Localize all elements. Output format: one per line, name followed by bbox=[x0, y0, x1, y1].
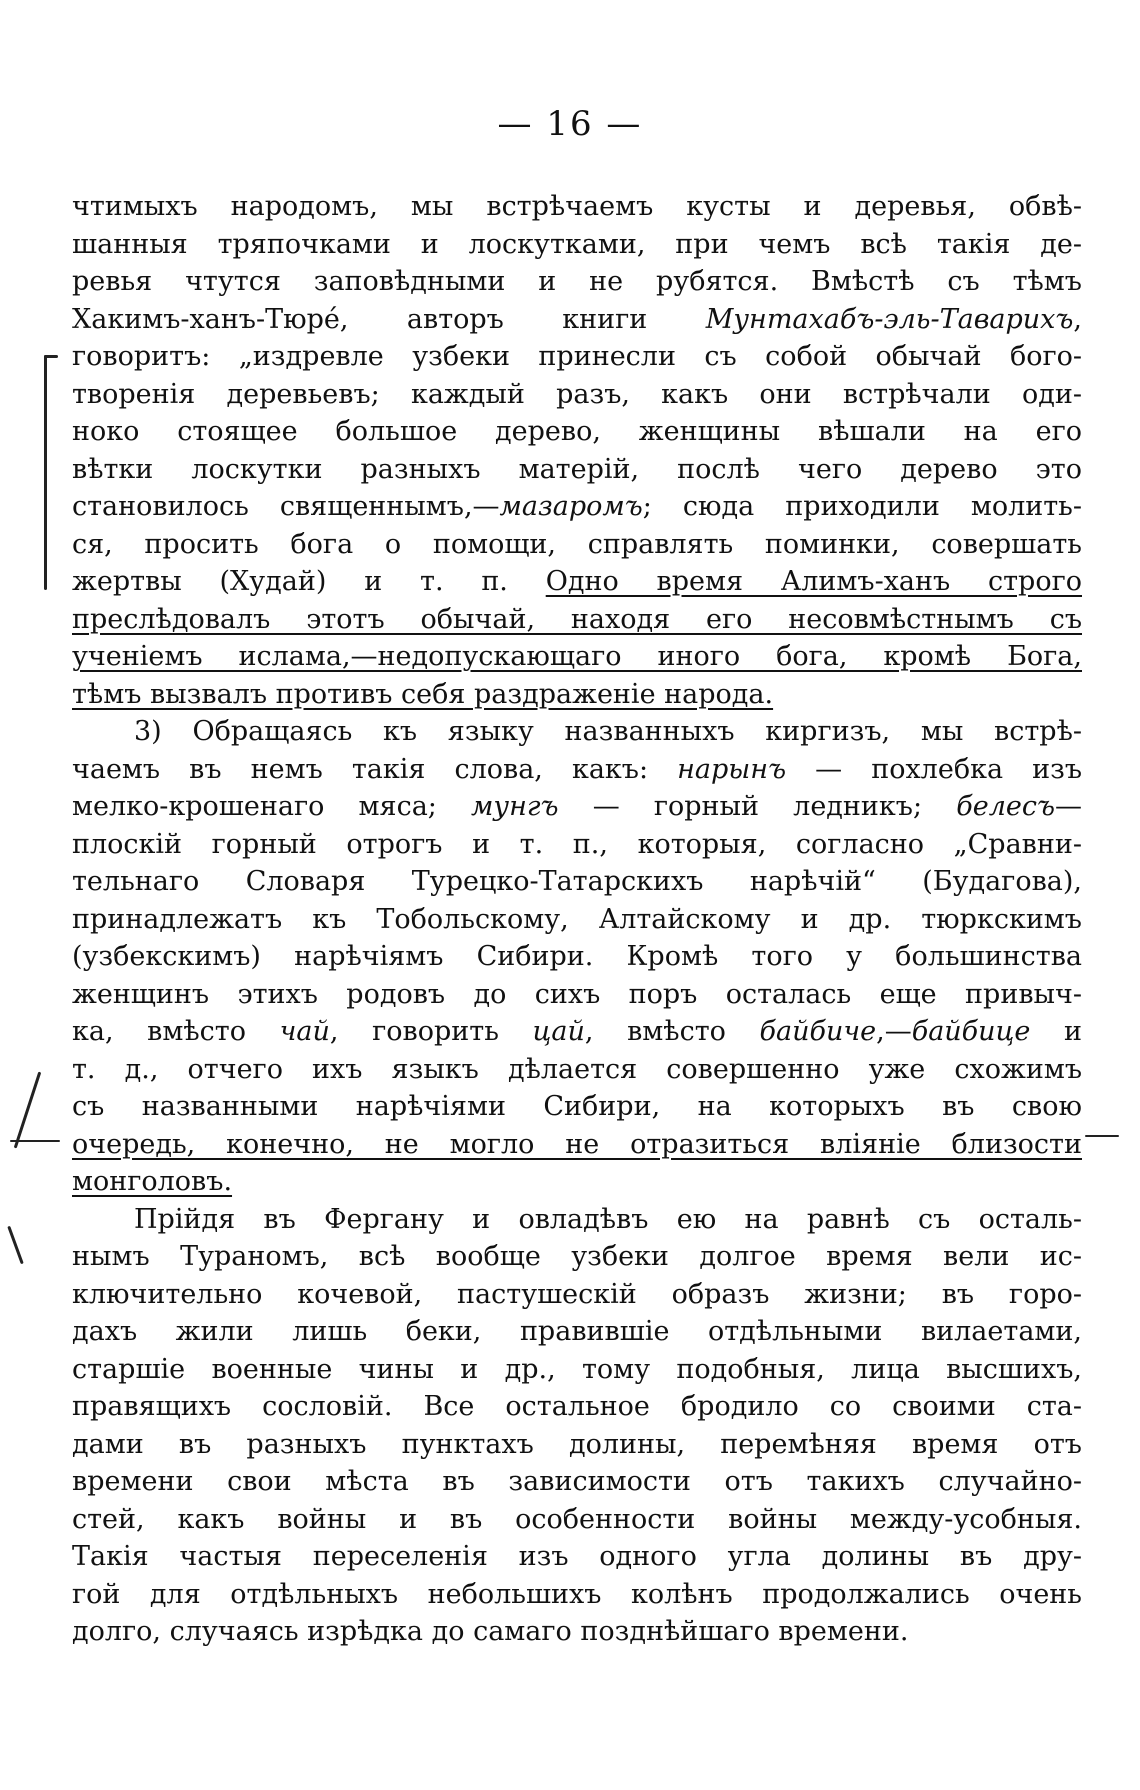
margin-pencil-stroke-right bbox=[1085, 1135, 1119, 1137]
text-line bbox=[72, 1126, 1082, 1164]
text-line bbox=[72, 1163, 1082, 1201]
text-line bbox=[72, 901, 1082, 939]
line-text: вѣтки лоскутки разныхъ матерій, послѣ чего дерево это bbox=[72, 453, 1082, 485]
line-text: т. д., отчего ихъ языкъ дѣлается совершенно уже схожимъ bbox=[72, 1053, 1082, 1085]
text-line bbox=[72, 188, 1082, 226]
text-line bbox=[72, 1426, 1082, 1464]
text-line bbox=[72, 338, 1082, 376]
line-text: , вмѣсто bbox=[584, 1016, 760, 1047]
line-text: правящихъ сословій. Все остальное бродило со своими ста- bbox=[72, 1391, 1082, 1422]
line-text: — горный ледникъ; bbox=[558, 791, 957, 822]
text-line bbox=[72, 1538, 1082, 1576]
text-line bbox=[72, 1276, 1082, 1314]
line-text: гой для отдѣльныхъ небольшихъ колѣнъ продолжались очень bbox=[72, 1578, 1082, 1610]
underlined-text: Одно время Алимъ-ханъ строго bbox=[545, 566, 1082, 597]
line-text: чтимыхъ народомъ, мы встрѣчаемъ кусты и деревья, обвѣ- bbox=[72, 191, 1082, 222]
line-text: ; сюда приходили молить- bbox=[642, 491, 1082, 522]
underlined-text: тѣмъ вызвалъ противъ себя раздраженіе народа. bbox=[72, 678, 774, 710]
line-text: Такія частыя переселенія изъ одного угла долины въ дру- bbox=[72, 1541, 1082, 1572]
italic-term: нарынъ bbox=[677, 753, 787, 785]
text-line bbox=[72, 938, 1082, 976]
line-text: дами въ разныхъ пунктахъ долины, перемѣняя время отъ bbox=[72, 1428, 1082, 1460]
text-line bbox=[72, 601, 1082, 639]
margin-pencil-stroke-left bbox=[10, 1140, 60, 1142]
margin-pencil-tick-upper bbox=[44, 355, 58, 358]
line-text: — bbox=[1055, 791, 1082, 822]
line-text: творенія деревьевъ; каждый разъ, какъ они встрѣчали оди- bbox=[72, 378, 1082, 410]
line-text: Хакимъ-ханъ-Тюрé, авторъ книги bbox=[72, 303, 706, 335]
text-line bbox=[72, 1238, 1082, 1276]
text-line bbox=[72, 638, 1082, 676]
line-text: 3) Обращаясь къ языку названныхъ киргизъ, мы встрѣ- bbox=[134, 716, 1082, 747]
text-line bbox=[72, 1576, 1082, 1614]
line-text: Прійдя въ Фергану и овладѣвъ ею на равнѣ съ осталь- bbox=[134, 1203, 1082, 1235]
text-line bbox=[72, 676, 1082, 714]
text-line bbox=[72, 226, 1082, 264]
italic-term: байбице bbox=[911, 1016, 1031, 1047]
text-line bbox=[72, 713, 1082, 751]
line-text: ревья чтутся заповѣдными и не рубятся. Вмѣстѣ съ тѣмъ bbox=[72, 266, 1082, 297]
line-text: ,— bbox=[876, 1016, 912, 1047]
line-text: съ названными нарѣчіями Сибири, на которыхъ въ свою bbox=[72, 1091, 1082, 1122]
line-text: и bbox=[1030, 1016, 1082, 1047]
line-text: принадлежатъ къ Тобольскому, Алтайскому и др. тюркскимъ bbox=[72, 903, 1082, 935]
line-text: чаемъ въ немъ такія слова, какъ: bbox=[72, 753, 678, 785]
italic-term: чай bbox=[279, 1016, 330, 1047]
italic-term: байбиче bbox=[759, 1016, 877, 1047]
line-text: ся, просить бога о помощи, справлять поминки, совершать bbox=[72, 528, 1082, 560]
line-text: ключительно кочевой, пастушескій образъ жизни; въ горо- bbox=[72, 1278, 1082, 1310]
line-text: — похлебка изъ bbox=[786, 753, 1082, 785]
line-text: дахъ жили лишь беки, правившіе отдѣльными вилаетами, bbox=[72, 1316, 1082, 1347]
text-line bbox=[72, 1051, 1082, 1089]
line-text: мелко-крошенаго мяса; bbox=[72, 791, 472, 822]
text-line bbox=[72, 1013, 1082, 1051]
underlined-text: очередь, конечно, не могло не отразиться вліяніе близости bbox=[72, 1128, 1082, 1160]
text-line bbox=[72, 1388, 1082, 1426]
line-text: ноко стоящее большое дерево, женщины вѣшали на его bbox=[72, 416, 1082, 447]
line-text: , bbox=[1073, 303, 1082, 335]
page-number: — 16 — bbox=[497, 104, 643, 144]
margin-pencil-stroke-bottom bbox=[7, 1226, 23, 1265]
line-text: , говорить bbox=[329, 1016, 533, 1047]
text-line bbox=[72, 301, 1082, 339]
line-text: тельнаго Словаря Турецко-Татарскихъ нарѣчій“ (Будагова), bbox=[72, 866, 1082, 897]
line-text: становилось священнымъ,— bbox=[72, 491, 500, 522]
margin-pencil-slash-lower bbox=[14, 1071, 42, 1148]
text-line bbox=[72, 413, 1082, 451]
margin-pencil-mark-upper bbox=[44, 355, 47, 590]
text-line bbox=[72, 826, 1082, 864]
line-text: стей, какъ войны и въ особенности войны между-усобныя. bbox=[72, 1503, 1082, 1535]
text-line bbox=[72, 376, 1082, 414]
text-line bbox=[72, 563, 1082, 601]
text-line bbox=[72, 863, 1082, 901]
line-text: жертвы (Худай) и т. п. bbox=[72, 566, 546, 597]
underlined-text: преслѣдовалъ этотъ обычай, находя его несовмѣстнымъ съ bbox=[72, 603, 1082, 635]
body-text bbox=[72, 188, 1082, 1651]
italic-term: Мунтахабъ-эль-Таварихъ bbox=[705, 303, 1074, 335]
line-text: шанныя тряпочками и лоскутками, при чемъ всѣ такія де- bbox=[72, 228, 1082, 260]
text-line bbox=[72, 451, 1082, 489]
italic-term: цай bbox=[532, 1016, 585, 1047]
italic-term: мунгъ bbox=[471, 791, 559, 822]
line-text: старшіе военные чины и др., тому подобныя, лица высшихъ, bbox=[72, 1353, 1082, 1385]
line-text: (узбекскимъ) нарѣчіямъ Сибири. Кромѣ того у большинства bbox=[72, 941, 1082, 972]
line-text: ка, вмѣсто bbox=[72, 1016, 280, 1047]
text-line bbox=[72, 1201, 1082, 1239]
text-line bbox=[72, 1313, 1082, 1351]
line-text: женщинъ этихъ родовъ до сихъ поръ осталась еще привыч- bbox=[72, 978, 1082, 1010]
text-line bbox=[72, 488, 1082, 526]
text-line bbox=[72, 1463, 1082, 1501]
line-text: говоритъ: „издревле узбеки принесли съ собой обычай бого- bbox=[72, 341, 1082, 372]
underlined-text: ученіемъ ислама,—недопускающаго иного бога, кромѣ Бога, bbox=[72, 641, 1082, 672]
line-text: нымъ Тураномъ, всѣ вообще узбеки долгое время вели ис- bbox=[72, 1241, 1082, 1272]
text-line bbox=[72, 263, 1082, 301]
text-line bbox=[72, 1501, 1082, 1539]
text-line bbox=[72, 751, 1082, 789]
line-text: времени свои мѣста въ зависимости отъ такихъ случайно- bbox=[72, 1466, 1082, 1497]
underlined-text: монголовъ. bbox=[72, 1166, 233, 1197]
italic-term: белесъ bbox=[956, 791, 1055, 822]
text-line bbox=[72, 526, 1082, 564]
text-line bbox=[72, 788, 1082, 826]
italic-term: мазаромъ bbox=[499, 491, 643, 522]
line-text: плоскій горный отрогъ и т. п., которыя, согласно „Сравни- bbox=[72, 828, 1082, 860]
text-line bbox=[72, 1088, 1082, 1126]
text-line bbox=[72, 1613, 1082, 1651]
text-line bbox=[72, 976, 1082, 1014]
line-text: долго, случаясь изрѣдка до самаго позднѣйшаго времени. bbox=[72, 1616, 909, 1647]
text-line bbox=[72, 1351, 1082, 1389]
